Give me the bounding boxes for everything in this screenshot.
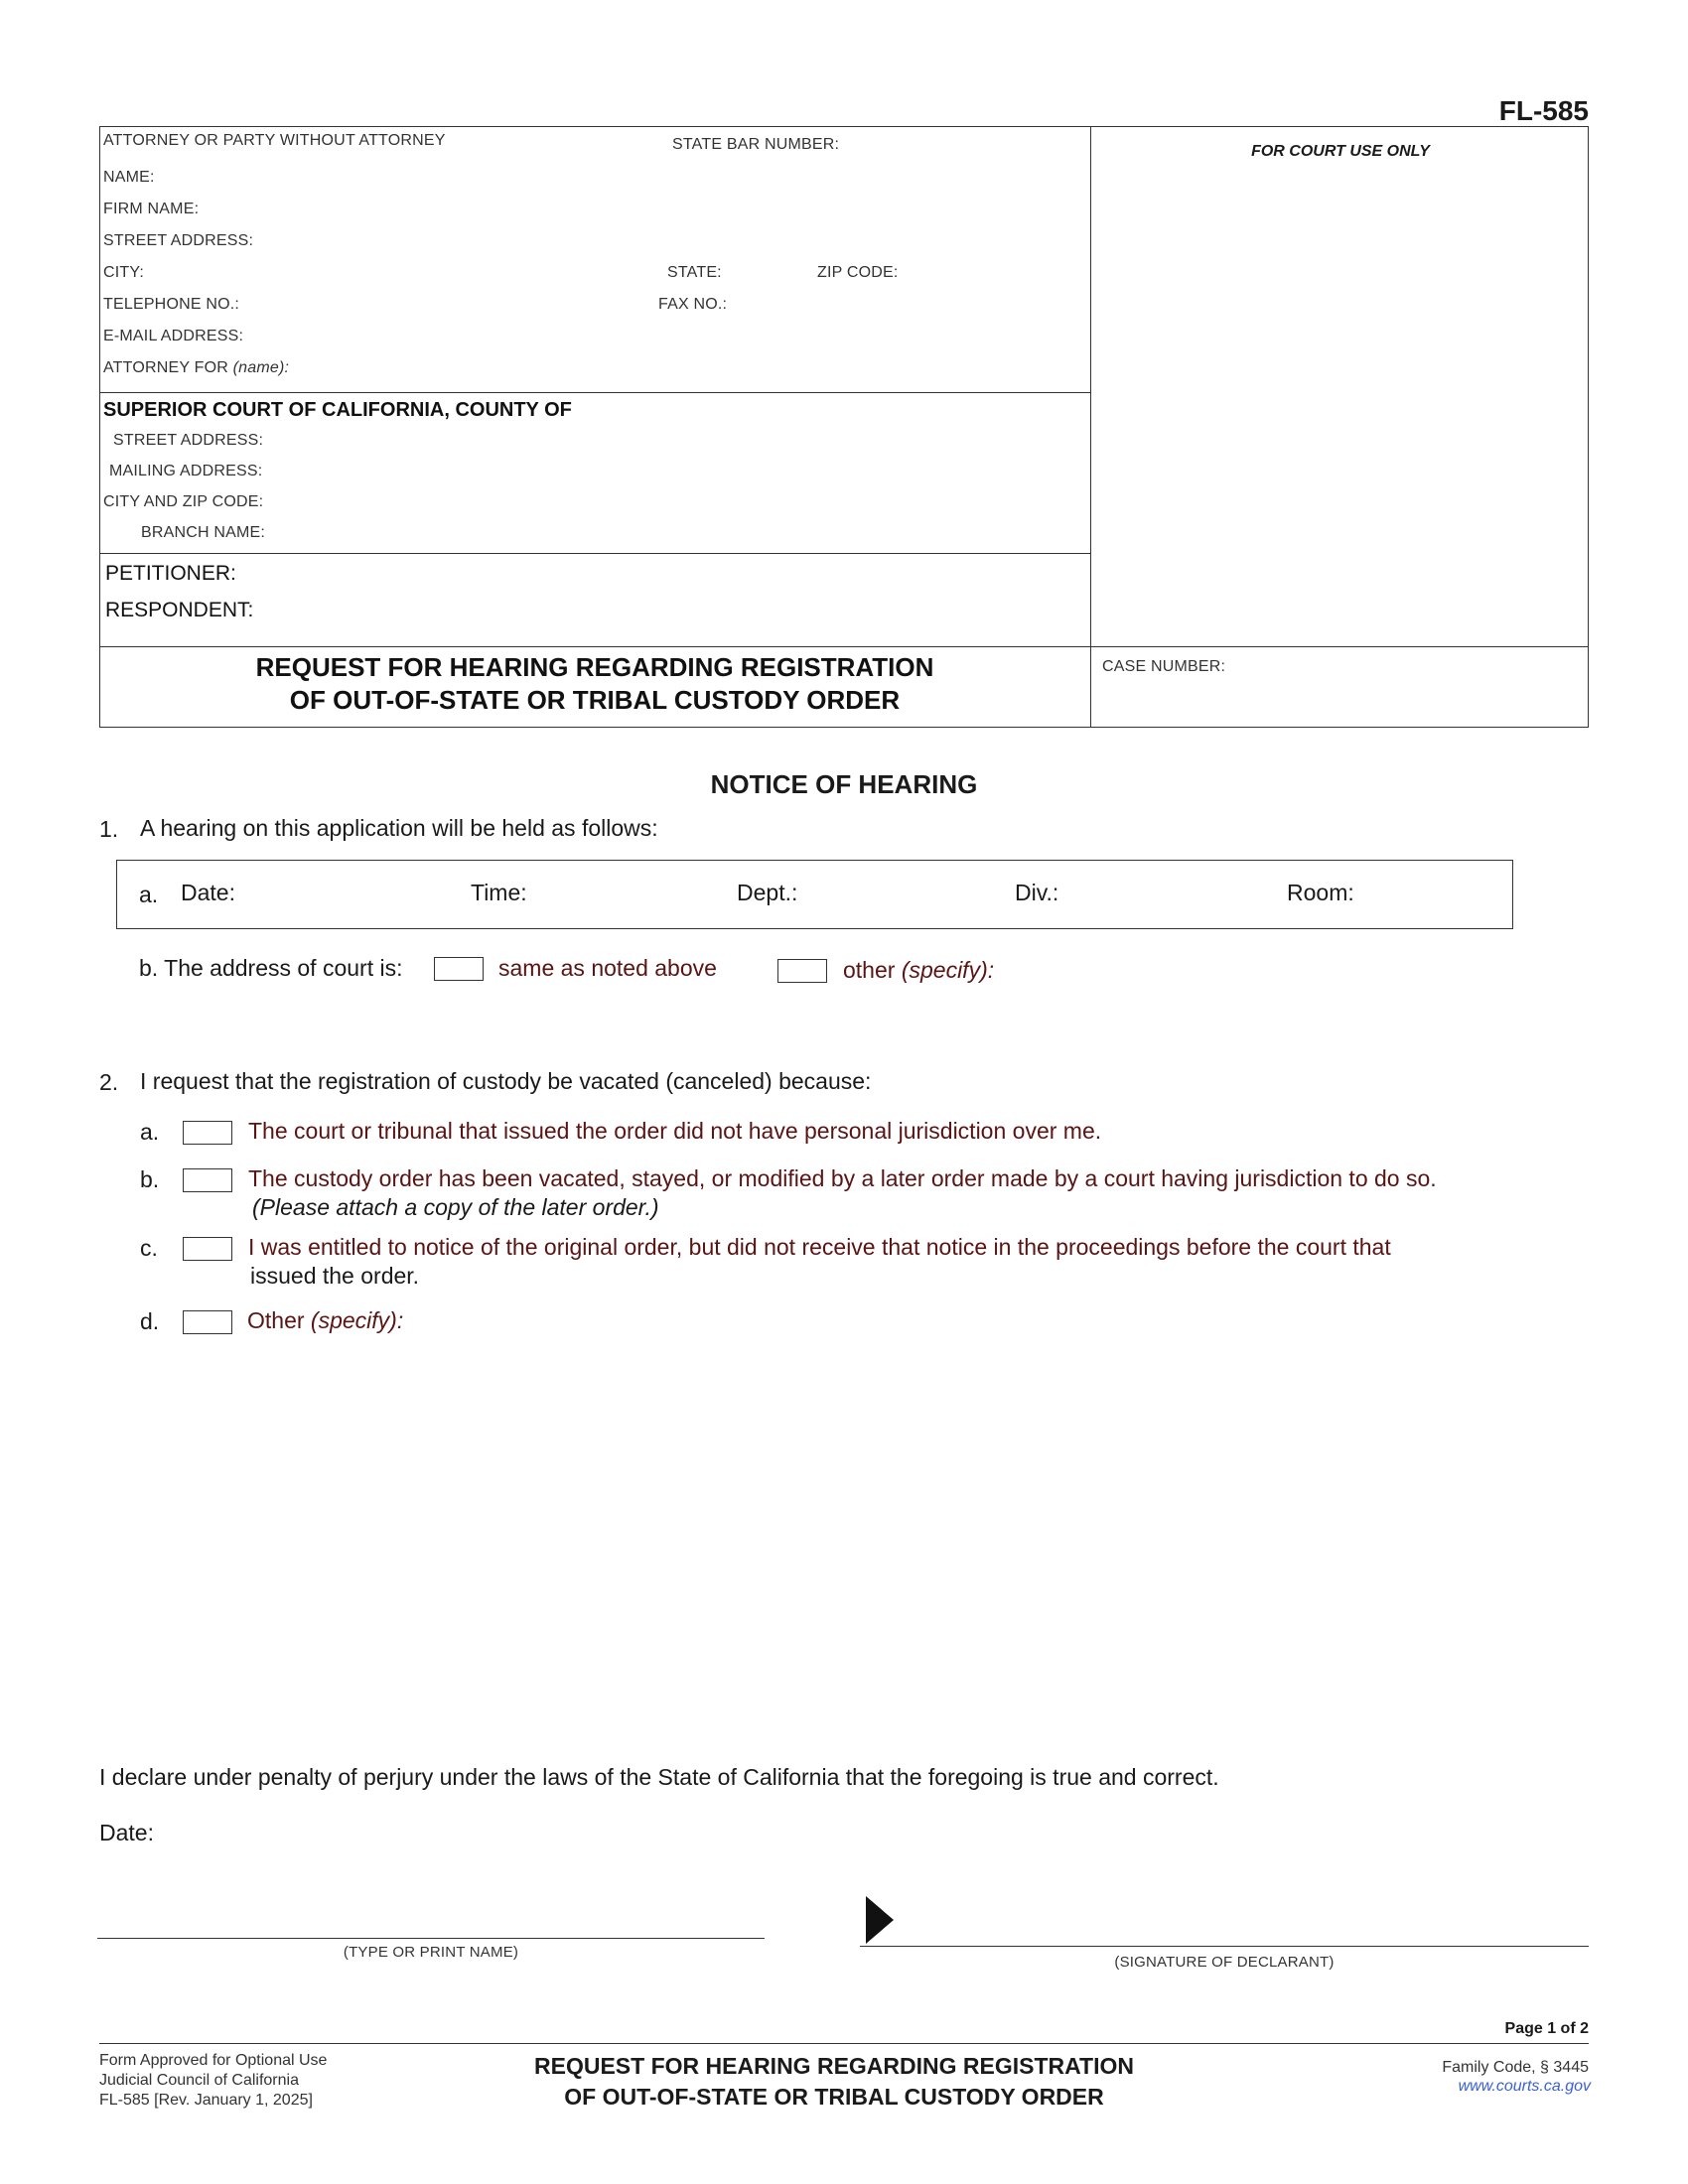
state-label: STATE: <box>667 264 722 281</box>
reason-d-label: Other <box>247 1307 305 1333</box>
reason-d-hint: (specify): <box>310 1307 404 1333</box>
footer-title-line1: REQUEST FOR HEARING REGARDING REGISTRATION <box>534 2053 1134 2079</box>
reason-c-text: I was entitled to notice of the original order, but did not receive that notice in the proceedings before the court that <box>248 1234 1391 1260</box>
title-divider <box>99 646 1589 647</box>
zip-code-label: ZIP CODE: <box>817 264 899 281</box>
reason-a-checkbox[interactable] <box>183 1121 232 1145</box>
reason-a-letter: a. <box>140 1119 160 1145</box>
other-address-hint: (specify): <box>901 957 995 983</box>
other-address-checkbox[interactable] <box>777 959 827 983</box>
court-title: SUPERIOR COURT OF CALIFORNIA, COUNTY OF <box>103 399 572 421</box>
attorney-label: ATTORNEY OR PARTY WITHOUT ATTORNEY <box>103 132 446 149</box>
attorney-for-hint: (name): <box>232 359 290 376</box>
item1-number: 1. <box>99 816 119 842</box>
reason-b-text: The custody order has been vacated, stayed, or modified by a later order made by a court having jurisdiction to do so. <box>248 1165 1437 1191</box>
page-number: Page 1 of 2 <box>1504 2020 1589 2037</box>
footer-title-line2: OF OUT-OF-STATE OR TRIBAL CUSTODY ORDER <box>564 2084 1104 2110</box>
case-number-label: CASE NUMBER: <box>1102 658 1226 675</box>
footer-rule <box>99 2043 1589 2044</box>
reason-b-checkbox[interactable] <box>183 1168 232 1192</box>
reason-c-text-line2: issued the order. <box>250 1263 420 1289</box>
form-title-line2: OF OUT-OF-STATE OR TRIBAL CUSTODY ORDER <box>289 685 901 715</box>
same-as-above-checkbox[interactable] <box>434 957 484 981</box>
hearing-date-label: Date: <box>181 880 235 905</box>
reason-a-text: The court or tribunal that issued the order did not have personal jurisdiction over me. <box>248 1118 1102 1144</box>
other-address-text: other <box>843 957 896 983</box>
footer-title <box>437 2051 1231 2113</box>
respondent-label: RESPONDENT: <box>105 599 254 621</box>
form-approval-line2: Judicial Council of California <box>99 2072 299 2089</box>
firm-name-label: FIRM NAME: <box>103 201 200 217</box>
telephone-label: TELEPHONE NO.: <box>103 296 240 313</box>
signature-arrow-icon <box>866 1896 894 1944</box>
court-parties-divider <box>99 553 1090 554</box>
form-title-line1: REQUEST FOR HEARING REGARDING REGISTRATION <box>255 652 934 682</box>
caption-divider <box>1090 126 1091 728</box>
court-use-only-label: FOR COURT USE ONLY <box>1251 143 1430 160</box>
court-address-label: b. The address of court is: <box>139 955 403 981</box>
reason-b-letter: b. <box>140 1166 160 1192</box>
form-approval-line1: Form Approved for Optional Use <box>99 2052 328 2069</box>
print-name-label: (TYPE OR PRINT NAME) <box>343 1944 519 1961</box>
attorney-for-label <box>103 359 289 377</box>
state-bar-label: STATE BAR NUMBER: <box>672 136 840 153</box>
court-branch-label: BRANCH NAME: <box>141 524 266 541</box>
form-title <box>99 651 1090 717</box>
hearing-room-label: Room: <box>1287 880 1354 905</box>
court-street-label: STREET ADDRESS: <box>113 432 264 449</box>
hearing-dept-label: Dept.: <box>737 880 798 905</box>
reason-d-checkbox[interactable] <box>183 1310 232 1334</box>
notice-heading: NOTICE OF HEARING <box>710 769 978 799</box>
reason-b-note: (Please attach a copy of the later order.) <box>252 1194 659 1220</box>
hearing-time-label: Time: <box>471 880 527 905</box>
caption-frame <box>99 126 1589 728</box>
form-number: FL-585 <box>1498 95 1589 126</box>
family-code: Family Code, § 3445 <box>1442 2059 1589 2076</box>
signature-label: (SIGNATURE OF DECLARANT) <box>1114 1954 1335 1971</box>
declaration-date-label: Date: <box>99 1820 154 1845</box>
hearing-div-label: Div.: <box>1015 880 1059 905</box>
attorney-court-divider <box>99 392 1090 393</box>
fax-label: FAX NO.: <box>658 296 728 313</box>
petitioner-label: PETITIONER: <box>105 562 236 585</box>
court-city-zip-label: CITY AND ZIP CODE: <box>103 493 264 510</box>
item2-text: I request that the registration of custody be vacated (canceled) because: <box>140 1068 872 1094</box>
hearing-row-letter: a. <box>139 882 159 907</box>
reason-d-letter: d. <box>140 1308 160 1334</box>
other-address-label <box>843 957 994 984</box>
item1-text: A hearing on this application will be held as follows: <box>140 815 658 841</box>
form-approval <box>99 2051 327 2111</box>
declaration-text: I declare under penalty of perjury under the laws of the State of California that the foregoing is true and correct. <box>99 1764 1219 1790</box>
city-label: CITY: <box>103 264 145 281</box>
same-as-above-label: same as noted above <box>498 955 717 981</box>
attorney-for-text: ATTORNEY FOR <box>103 359 228 376</box>
item2-number: 2. <box>99 1069 119 1095</box>
reason-c-checkbox[interactable] <box>183 1237 232 1261</box>
print-name-line[interactable] <box>97 1938 765 1939</box>
reason-d-text <box>247 1307 403 1334</box>
court-mailing-label: MAILING ADDRESS: <box>109 463 263 479</box>
courts-website-link[interactable]: www.courts.ca.gov <box>1458 2078 1591 2095</box>
street-address-label: STREET ADDRESS: <box>103 232 254 249</box>
signature-line[interactable] <box>860 1946 1589 1947</box>
reason-c-letter: c. <box>140 1235 158 1261</box>
name-label: NAME: <box>103 169 155 186</box>
email-label: E-MAIL ADDRESS: <box>103 328 244 344</box>
form-approval-line3: FL-585 [Rev. January 1, 2025] <box>99 2092 313 2109</box>
